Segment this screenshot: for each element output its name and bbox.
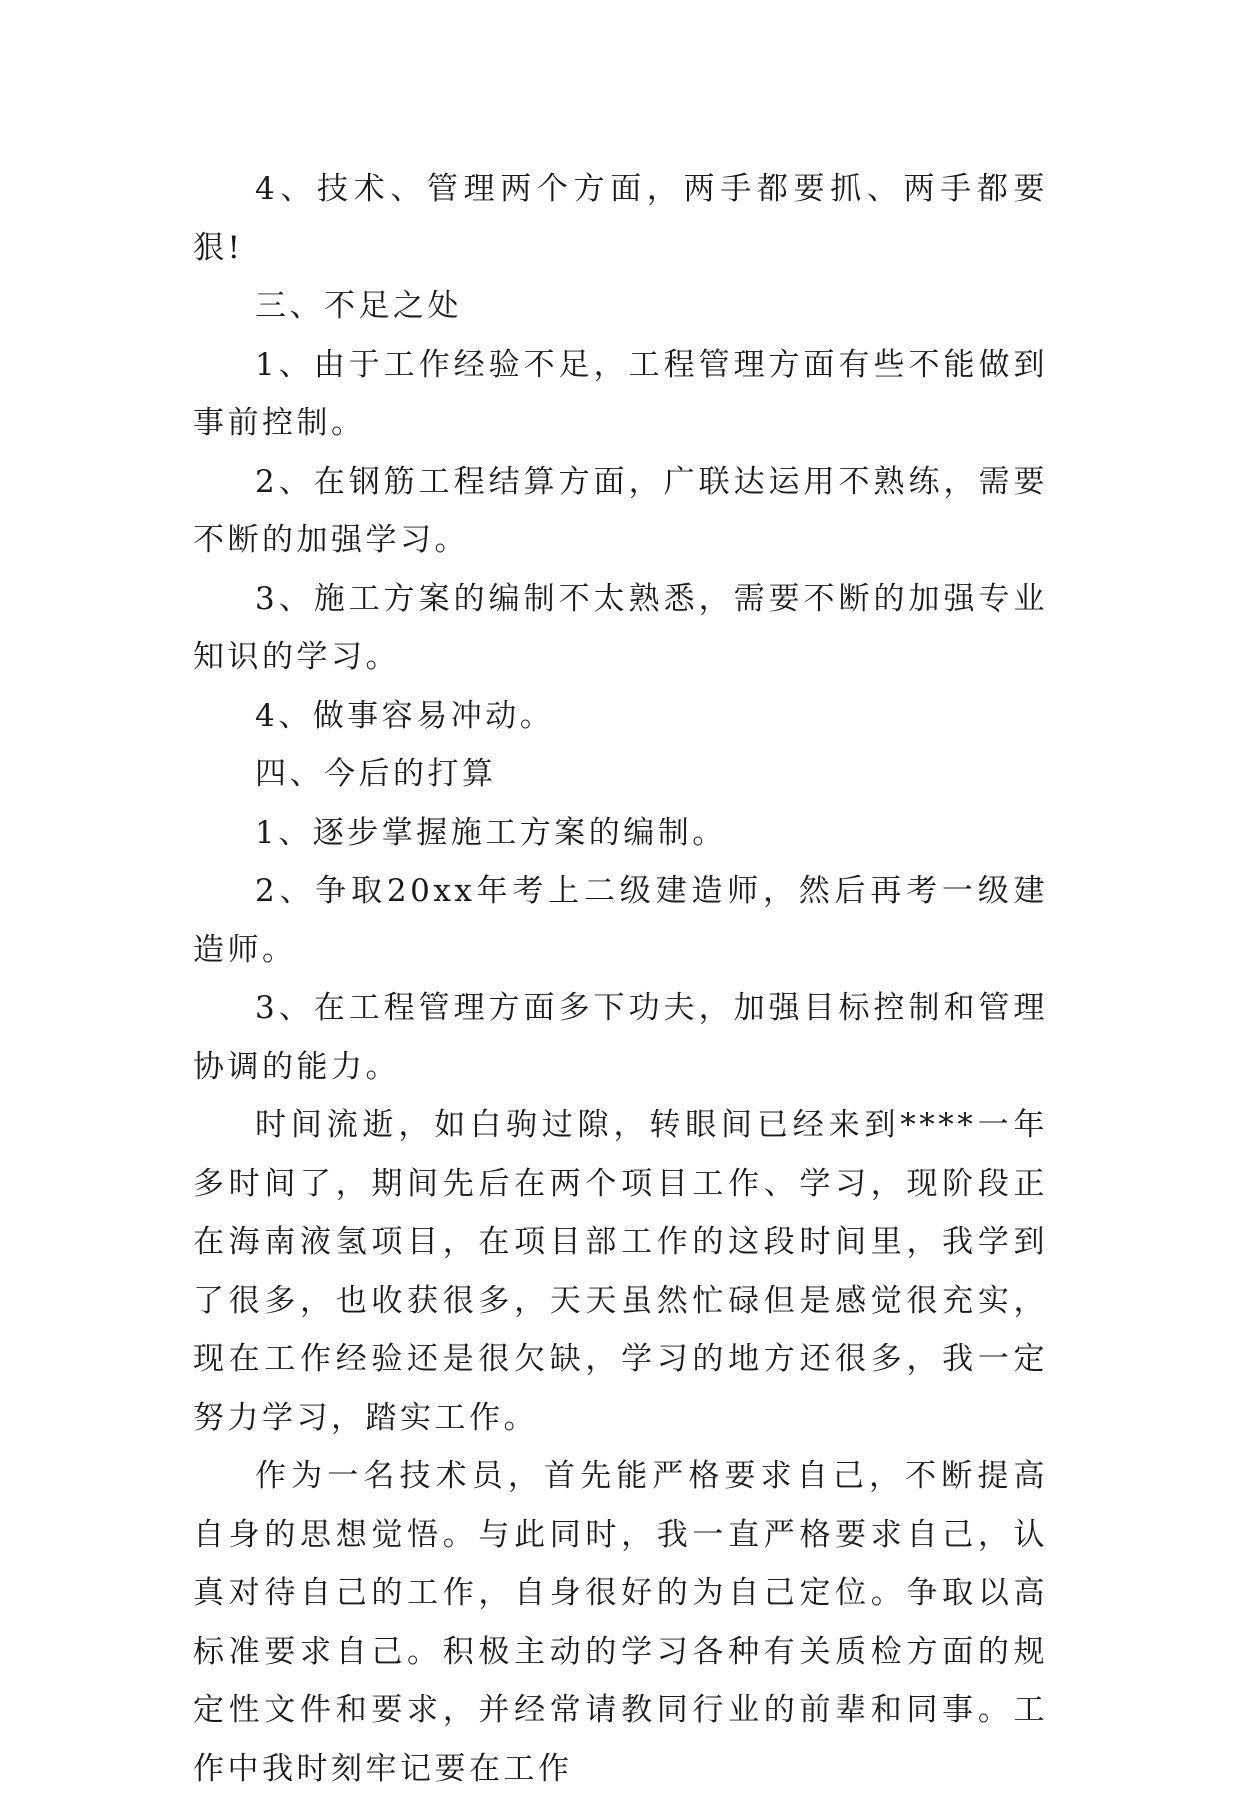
paragraph-shortcoming-4: 4、做事容易冲动。 — [255, 697, 555, 734]
section-heading-future-plans: 四、今后的打算 — [255, 756, 497, 792]
paragraph-plan-3: 3、在工程管理方面多下功夫，加强目标控制和管理协调的能力。 — [193, 990, 1048, 1085]
paragraph-time-passes: 时间流逝，如白驹过隙，转眼间已经来到****一年多时间了，期间先后在两个项目工作、学习，现阶段正在海南液氢项目，在项目部工作的这段时间里，我学到了很多，也收获很多，天天虽然忙碌但是感觉很充实，现在工作经验还是很欠缺，学习的地方还很多，我一定努力学习，踏实工作。 — [193, 1107, 1048, 1436]
paragraph-tech-management: 4、技术、管理两个方面，两手都要抓、两手都要狠! — [193, 171, 1048, 266]
paragraph-shortcoming-2: 2、在钢筋工程结算方面，广联达运用不熟练，需要不断的加强学习。 — [193, 463, 1048, 558]
paragraph-shortcoming-3: 3、施工方案的编制不太熟悉，需要不断的加强专业知识的学习。 — [193, 580, 1048, 675]
paragraph-shortcoming-1: 1、由于工作经验不足，工程管理方面有些不能做到事前控制。 — [193, 346, 1048, 441]
paragraph-plan-2: 2、争取20xx年考上二级建造师，然后再考一级建造师。 — [193, 873, 1048, 968]
document-body — [193, 160, 1048, 1798]
section-heading-shortcomings: 三、不足之处 — [255, 288, 462, 324]
paragraph-plan-1: 1、逐步掌握施工方案的编制。 — [255, 814, 727, 851]
paragraph-as-technician: 作为一名技术员，首先能严格要求自己，不断提高自身的思想觉悟。与此同时，我一直严格要求自己，认真对待自己的工作，自身很好的为自己定位。争取以高标准要求自己。积极主动的学习各种有关质检方面的规定性文件和要求，并经常请教同行业的前辈和同事。工作中我时刻牢记要在工作 — [193, 1458, 1048, 1787]
